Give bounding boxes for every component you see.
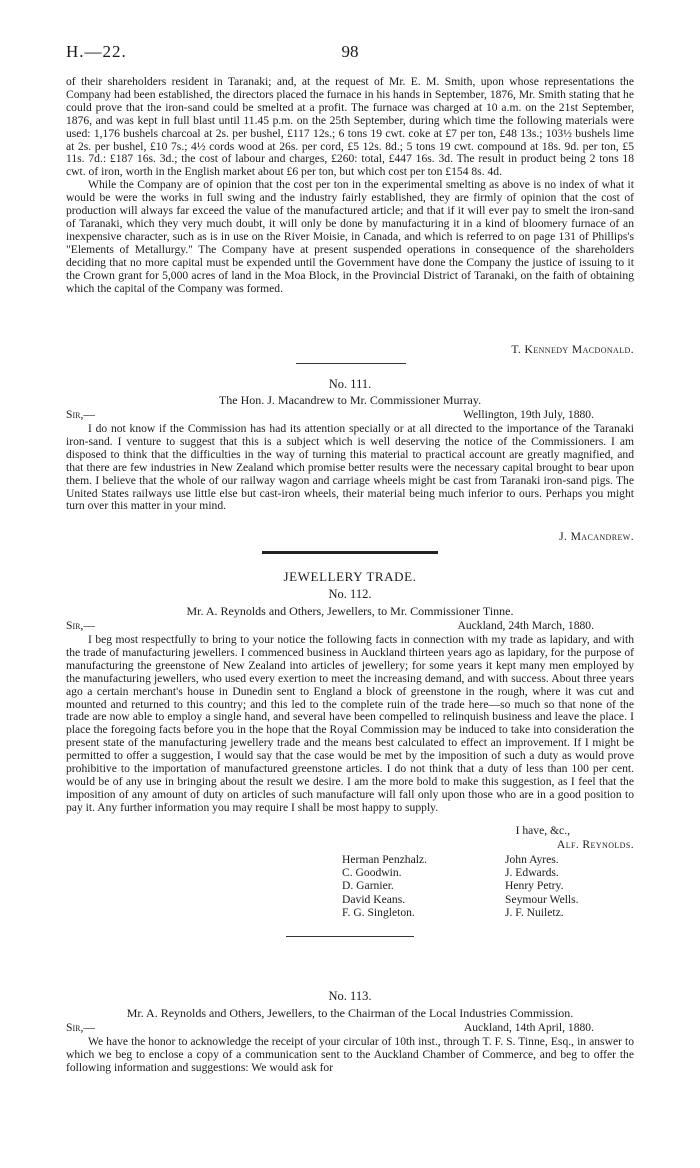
letter-title: The Hon. J. Macandrew to Mr. Commissioner Murray. [218,393,482,407]
place-date: Auckland, 24th March, 1880. [457,619,594,632]
section-divider [262,551,438,554]
salutation-row [66,1021,634,1035]
letter-title: Mr. A. Reynolds and Others, Jewellers, to Mr. Commissioner Tinne. [186,604,514,618]
cosigner-name: Seymour Wells. [505,892,579,906]
cosigners-left [342,853,427,919]
section-iron-sand-statement [66,76,634,295]
cosigner-name: F. G. Singleton. [342,905,415,919]
salutation: Sir,— [66,408,95,421]
cosigner-name: Herman Penzhalz. [342,853,427,866]
letter-number: No. 112. [328,587,372,601]
place-date: Wellington, 19th July, 1880. [463,408,594,421]
salutation-row [66,408,634,422]
cosigner-name: C. Goodwin. [342,866,402,880]
cosigner-name: D. Garnier. [342,879,394,893]
cosigner-name: J. Edwards. [505,866,559,880]
salutation-row [66,619,634,633]
section-heading: JEWELLERY TRADE. [283,569,417,584]
report-reference: H.—22. [66,42,127,61]
letter-number: No. 111. [328,377,372,391]
cosigner-name: David Keans. [342,892,406,906]
divider [286,936,414,937]
letter-body: We have the honor to acknowledge the receipt of your circular of 10th inst., through T. F. S. Tinne, Esq., in answer to which we beg to enclose a copy of a communication sent to the Auckland Chamber of Commerce, and beg to offer the following information and suggestions: We would ask for [66,1035,634,1074]
page-header [66,42,634,66]
cosigner-name: Henry Petry. [505,879,564,893]
signature-macdonald: T. Kennedy Macdonald. [511,343,634,356]
signature-reynolds: Alf. Reynolds. [556,838,634,851]
letter-title: Mr. A. Reynolds and Others, Jewellers, to the Chairman of the Local Industries Commission. [126,1006,574,1020]
cosigners-right [505,853,579,919]
closing: I have, &c., [515,824,570,837]
paragraph: of their shareholders resident in Taranaki; and, at the request of Mr. E. M. Smith, upon whose representations the Company had been established, the directors placed the furnace in his hands in September, 1876, Mr. Smith stating that he could prove that the iron-sand could be smelted at a profit. The furnace was charged at 10 a.m. on the 21st September, 1876, and was kept in full blast until 11.45 p.m. on the 25th September, during which time the following materials were used: 1,176 bushels charcoal at 2s. per bushel, £117 12s.; 6 tons 19 cwt. coke at £7 per ton, £48 13s.; 103½ bushels lime at 2s. per bushel, £10 7s.; 4½ cords wood at 26s. per cord, £5 12s. 8d.; 5 tons 19 cwt. compound at 18s. 9d. per ton, £5 11s. 7d.: £187 16s. 3d.; the cost of labour and charges, £260: total, £447 16s. 3d. The result in product being 2 tons 18 cwt. of iron, worth in the English market about £6 per ton, but which cost per ton £154 8s. 4d. [66,75,634,179]
salutation: Sir,— [66,619,95,632]
place-date: Auckland, 14th April, 1880. [463,1021,594,1034]
letter-number: No. 113. [328,989,372,1003]
divider [296,363,406,364]
paragraph: While the Company are of opinion that the cost per ton in the experimental smelting as above is no index of what it would be were the works in full swing and the industry fairly established, they are firmly of opinion that the cost of production will always far exceed the value of the manufactured article; and that if it will ever pay to smelt the iron-sand of Taranaki, which they very much doubt, it will only be done by manufacturing it in a kind of bloomery furnace of an inexpensive character, such as is in use on the River Moisie, in Canada, and which is referred to on page 131 of Phillips's "Elements of Metallurgy." The Company have at present suspended operations in consequence of the shareholders deciding that no more capital must be expended until the Government have done the Company the justice of issuing to it the Crown grant for 5,000 acres of land in the Moa Block, in the Provincial District of Taranaki, on the faith of obtaining which the capital of the Company was formed. [66,178,634,295]
letter-body: I beg most respectfully to bring to your notice the following facts in connection with my trade as lapidary, and with the trade of manufacturing jewellers. I commenced business in Auckland thirteen years ago as lapidary, for the purpose of manufacturing the greenstone of New Zealand into articles of jewellery; for some years it kept many men employed by the manufacturing jewellers, who used every exertion to meet the increasing demand, and with success. About three years ago a certain merchant's house in Dunedin sent to England a block of greenstone in the rough, where it was cut and mounted and returned to this country; and this led to the complete ruin of the trade here—so much so that none of the trade are now able to employ a single hand, and several have been compelled to relinquish business and leave the place. I place the foregoing facts before you in the hope that the Royal Commission may be induced to take into consideration the present state of the manufacturing jewellery trade and the means best calculated to effect an improvement. If I might be permitted to offer a suggestion, I would say that the case would be met by the imposition of such a duty as would prove prohibitive to the importation of manufactured greenstone articles. I do not think that a duty of less than 100 per cent. would be of any use in bringing about the result we desire. I am the more bold to make this suggestion, as I feel that the imposition of any amount of duty on articles of such manufacture will fall only upon those who are in a good position to pay it. Any further information you may require I shall be most happy to supply. [66,633,634,814]
cosigner-name: J. F. Nuiletz. [505,905,564,919]
signature-macandrew: J. Macandrew. [559,530,634,543]
salutation: Sir,— [66,1021,95,1034]
page-number: 98 [341,42,359,61]
cosigner-name: John Ayres. [505,853,559,866]
letter-body: I do not know if the Commission has had its attention specially or at all directed to the importance of the Taranaki iron-sand. I venture to suggest that this is a subject which is well deserving the notice of the Commissioners. I am disposed to think that the difficulties in the way of turning this material to practical account are greatly magnified, and that there are few industries in New Zealand which promise better results were the necessary capital brought to bear upon them. I believe that the whole of our railway wagon and carriage wheels might be cast from Taranaki iron-sand pigs. The United States railways use little else but cast-iron wheels, their material being much inferior to ours. Perhaps you might turn over this matter in your mind. [66,422,634,513]
